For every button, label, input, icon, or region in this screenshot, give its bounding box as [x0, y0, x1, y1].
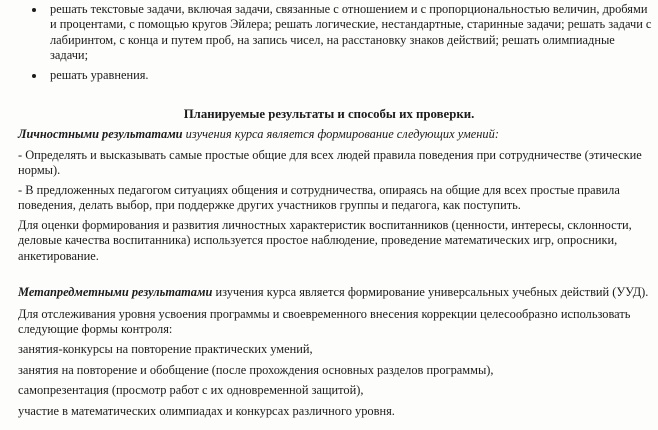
bullet-text: решать уравнения.	[50, 68, 149, 83]
meta-results-rest: изучения курса является формирование универсальных учебных действий (УУД).	[212, 285, 649, 299]
tracking-paragraph: Для отслеживания уровня усвоения программы и своевременного внесения коррекции целесообразно использовать следующие формы контроля:	[18, 307, 631, 337]
bullet-dot-icon	[32, 74, 36, 78]
personal-result-item-2: - В предложенных педагогом ситуациях общения и сотрудничества, опираясь на общие для всех простые правила поведения, делать выбор, при поддержке других участников группы и педагога, как поступить.	[18, 183, 620, 213]
control-form-item: занятия на повторение и обобщение (после прохождения основных разделов программы),	[18, 363, 494, 377]
bullet-item	[30, 2, 652, 63]
personal-result-item-1: - Определять и высказывать самые простые общие для всех людей правила поведения при сотрудничестве (этические нормы).	[18, 148, 642, 178]
skills-bullet-list	[30, 2, 652, 88]
meta-results-lead: Метапредметными результатами	[18, 285, 213, 299]
control-form-item: самопрезентация (просмотр работ с их одновременной защитой),	[18, 383, 364, 397]
bullet-item	[30, 68, 652, 83]
bullet-dot-icon	[32, 8, 36, 12]
personal-results-rest: изучения курса является формирование следующих умений:	[182, 127, 499, 141]
assessment-paragraph: Для оценки формирования и развития личностных характеристик воспитанников (ценности, интересы, склонности, деловые качества воспитанника) используется простое наблюдение, проведение математических игр, опросники, анкетирование.	[18, 218, 632, 263]
personal-results-lead: Личностными результатами	[18, 127, 183, 141]
personal-results-intro	[18, 127, 652, 142]
control-form-item: участие в математических олимпиадах и конкурсах различного уровня.	[18, 404, 395, 418]
control-form-item: занятия-конкурсы на повторение практических умений,	[18, 342, 313, 356]
section-heading: Планируемые результаты и способы их проверки.	[183, 107, 475, 121]
bullet-text: решать текстовые задачи, включая задачи, связанные с отношением и с пропорциональностью величин, дробями и процентами, с помощью кругов Эйлера; решать логические, нестандартные, старинные задачи; решать задачи с лабиринтом, с конца и путем проб, на запись чисел, на расстановку знаков действий; решать олимпиадные задачи;	[50, 2, 652, 62]
meta-results-intro	[18, 285, 652, 300]
